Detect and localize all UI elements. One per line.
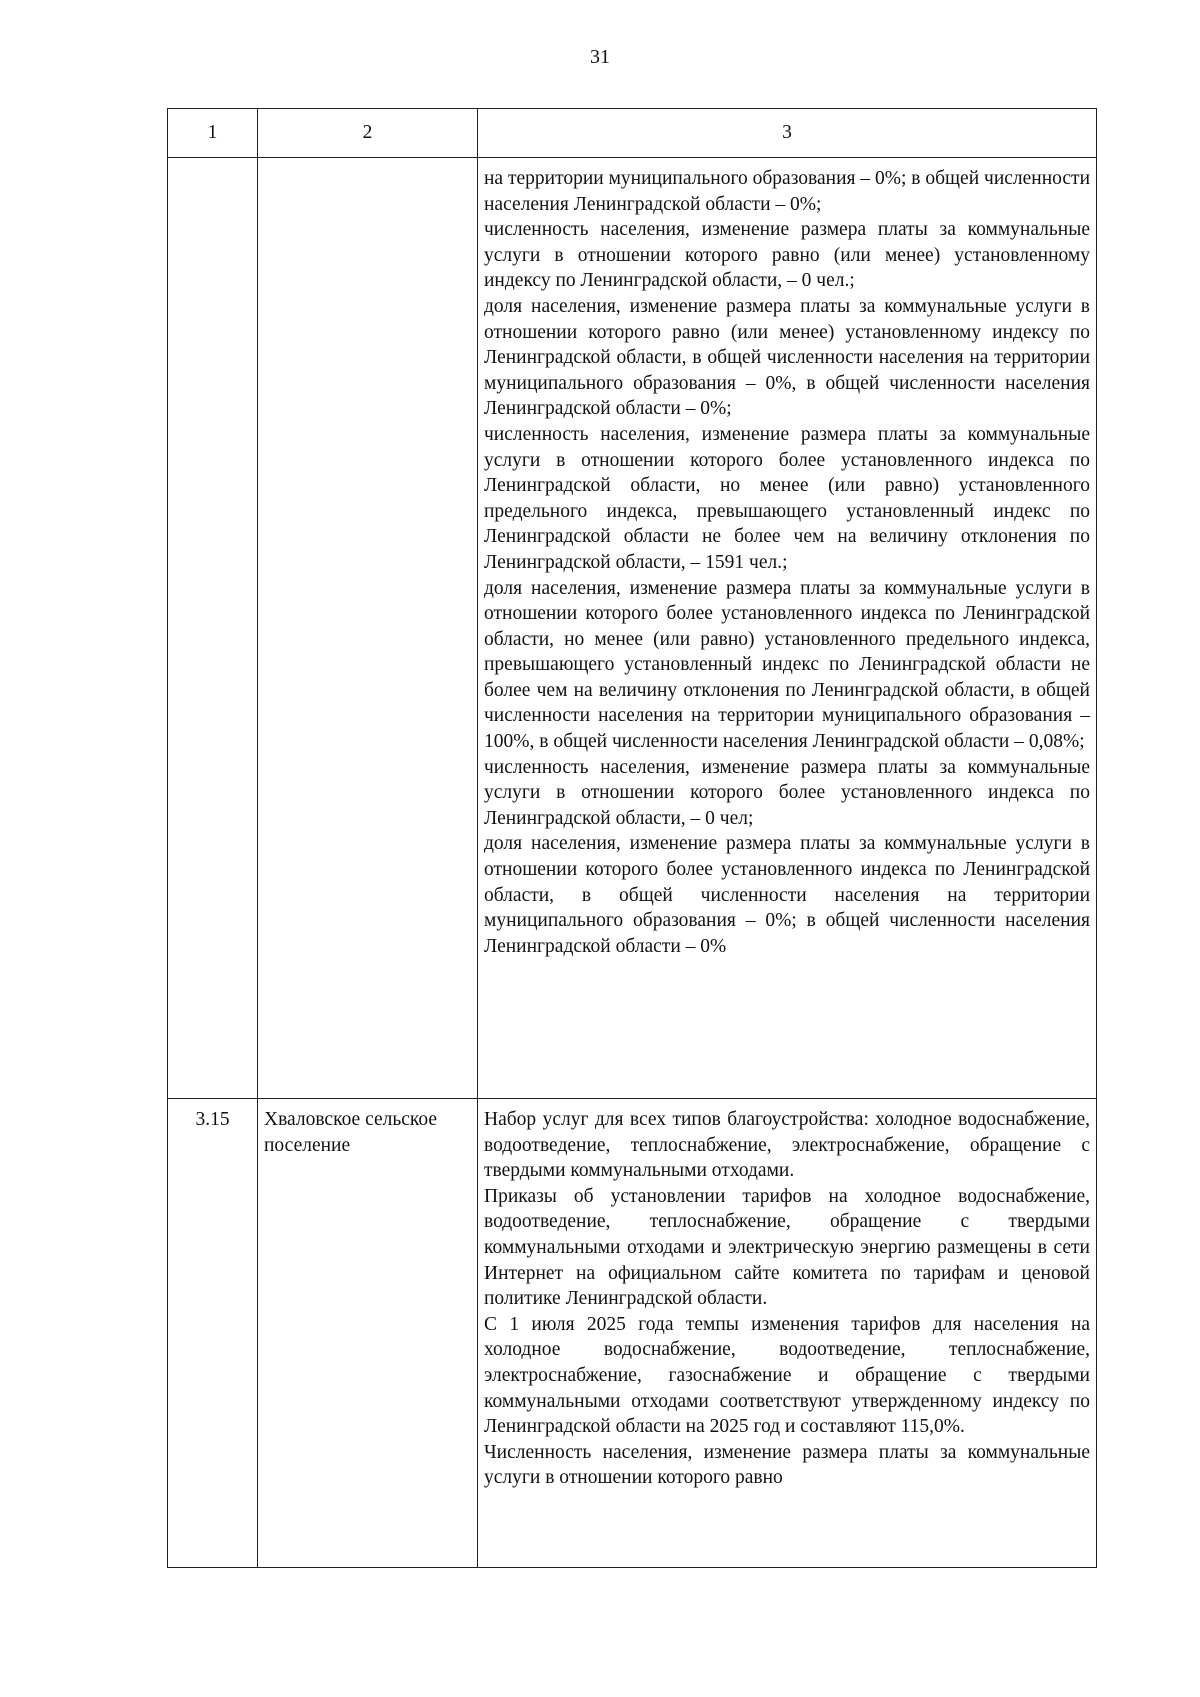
settlement-name <box>258 158 478 1099</box>
paragraph: численность населения, изменение размера платы за коммунальные услуги в отношении которого более установленного индекса по Ленинградской области, – 0 чел; <box>484 756 1090 829</box>
header-col-2: 2 <box>258 109 478 158</box>
paragraph: на территории муниципального образования – 0%; в общей численности населения Ленинградской области – 0%; <box>484 168 1091 215</box>
paragraph: численность населения, изменение размера платы за коммунальные услуги в отношении которого более установленного индекса по Ленинградской области, но менее (или равно) установленного предельного индекса, превышающего установленный индекс по Ленинградской области не более чем на величину отклонения по Ленинградской области, – 1591 чел.; <box>484 423 1090 573</box>
paragraph: Набор услуг для всех типов благоустройства: холодное водоснабжение, водоотведение, теплоснабжение, электроснабжение, обращение с твердыми коммунальными отходами. <box>484 1109 1090 1182</box>
paragraph: Приказы об установлении тарифов на холодное водоснабжение, водоотведение, теплоснабжение, обращение с твердыми коммунальными отходами и электрическую энергию размещены в сети Интернет на официальном сайте комитета по тарифам и ценовой политике Ленинградской области. <box>484 1185 1090 1310</box>
settlement-name: Хваловское сельское поселение <box>258 1099 478 1568</box>
paragraph: доля населения, изменение размера платы за коммунальные услуги в отношении которого более установленного индекса по Ленинградской области, но менее (или равно) установленного предельного индекса, превышающего установленный индекс по Ленинградской области не более чем на величину отклонения по Ленинградской области, в общей численности населения на территории муниципального образования – 100%, в общей численности населения Ленинградской области – 0,08%; <box>484 577 1090 753</box>
paragraph: доля населения, изменение размера платы за коммунальные услуги в отношении которого более установленного индекса по Ленинградской области, в общей численности населения на территории муниципального образования – 0%; в общей численности населения Ленинградской области – 0% <box>484 833 1090 957</box>
page-number: 31 <box>590 46 610 68</box>
table-row <box>168 1099 1097 1568</box>
tariff-table <box>167 108 1097 1568</box>
table-row <box>168 158 1097 1099</box>
paragraph: С 1 июля 2025 года темпы изменения тарифов для населения на холодное водоснабжение, водоотведение, теплоснабжение, электроснабжение, газоснабжение и обращение с твердыми коммунальными отходами соответствуют утвержденному индексу по Ленинградской области на 2025 год и составляют 115,0%. <box>484 1313 1090 1438</box>
header-col-1: 1 <box>168 109 258 158</box>
header-col-3: 3 <box>478 109 1097 158</box>
row-number <box>168 158 258 1099</box>
row-content <box>478 158 1097 1099</box>
row-number: 3.15 <box>168 1099 258 1568</box>
row-content <box>478 1099 1097 1568</box>
paragraph: численность населения, изменение размера платы за коммунальные услуги в отношении которого равно (или менее) установленному индексу по Ленинградской области, – 0 чел.; <box>484 219 1090 292</box>
paragraph: доля населения, изменение размера платы за коммунальные услуги в отношении которого равно (или менее) установленному индексу по Ленинградской области, в общей численности населения на территории муниципального образования – 0%, в общей численности населения Ленинградской области – 0%; <box>484 295 1090 420</box>
table-header-row <box>168 109 1097 158</box>
paragraph: Численность населения, изменение размера платы за коммунальные услуги в отношении которого равно <box>484 1441 1090 1489</box>
